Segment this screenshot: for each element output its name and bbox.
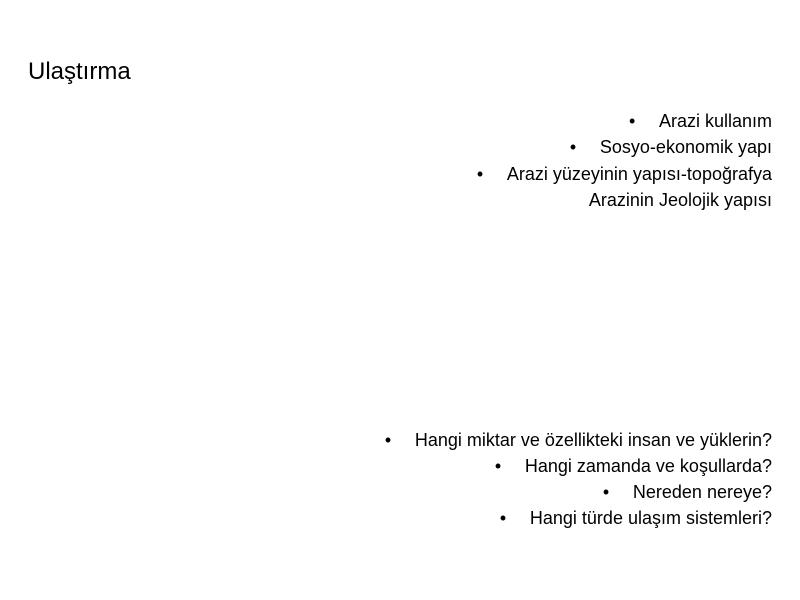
- bullet-icon: •: [628, 111, 636, 131]
- list-item: [385, 505, 772, 531]
- list-item: [477, 108, 772, 134]
- questions-list: [385, 427, 772, 531]
- slide-title: Ulaştırma: [28, 58, 131, 85]
- list-item-text: Arazinin Jeolojik yapısı: [588, 190, 772, 210]
- bullet-icon: •: [499, 508, 507, 528]
- bullet-icon: •: [494, 456, 502, 476]
- list-item: [385, 453, 772, 479]
- list-item-text: Arazi yüzeyinin yapısı-topoğrafya: [506, 164, 772, 184]
- list-item-text: Arazi kullanım: [658, 111, 772, 131]
- list-item-text: Hangi miktar ve özellikteki insan ve yüklerin?: [414, 430, 772, 450]
- list-item: [385, 427, 772, 453]
- list-item-text: Hangi türde ulaşım sistemleri?: [529, 508, 772, 528]
- list-item: [477, 134, 772, 161]
- bullet-icon: •: [602, 482, 610, 502]
- list-item-text: Sosyo-ekonomik yapı: [599, 137, 772, 157]
- bullet-icon: •: [569, 137, 577, 157]
- bullet-icon: •: [384, 430, 392, 450]
- list-item: [477, 161, 772, 187]
- list-item-text: Nereden nereye?: [632, 482, 772, 502]
- list-item: [477, 187, 772, 213]
- list-item: [385, 479, 772, 505]
- list-item-text: Hangi zamanda ve koşullarda?: [524, 456, 772, 476]
- factors-list: [477, 108, 772, 213]
- bullet-icon: •: [476, 164, 484, 184]
